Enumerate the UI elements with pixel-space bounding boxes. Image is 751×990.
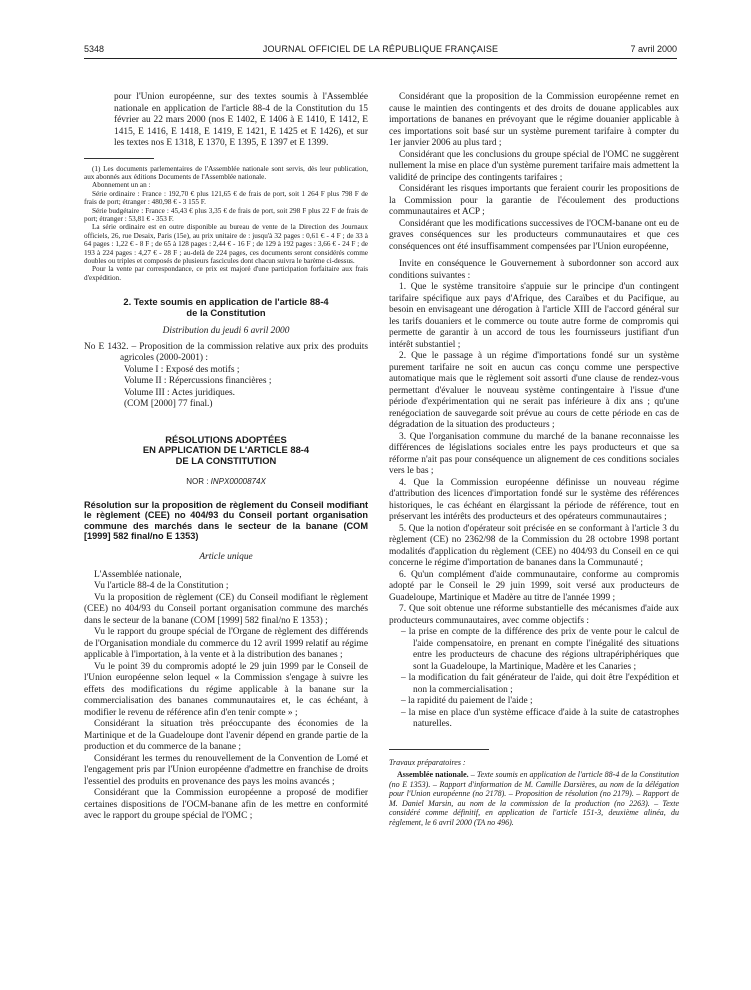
objective-item: – la prise en compte de la différence des prix de vente pour le calcul de l'aide compensatoire, en prenant en compte l'inégalité des situations entre les producteurs de chacune des régions ultrapériphériques que sont la Guadeloupe, la Martinique, Madère et les Canaries ; (401, 627, 679, 672)
page-number: 5348 (84, 44, 105, 54)
body-paragraph: Vu l'article 88-4 de la Constitution ; (94, 581, 229, 592)
footnote-line: (1) Les documents parlementaires de l'Assemblée nationale sont servis, dès leur publication, aux abonnés aux éditions Documents de l'Assemblée nationale. (84, 164, 368, 181)
distribution-date: Distribution du jeudi 6 avril 2000 (162, 326, 290, 337)
article-heading: Article unique (199, 552, 253, 563)
footnote-line: Pour la vente par correspondance, ce prix est majoré d'une participation forfaitaire aux frais d'expédition. (84, 265, 368, 282)
numbered-condition: 2. Que le passage à un régime d'importations fondé sur un système purement tarifaire ne soit en aucun cas conçu comme une perspective automatique mais que le règlement soit assorti d'une clause de rendez-vous permettant d'évaluer le nouveau système contingentaire à l'issue d'une période d'expérimentation qui ne serait pas inférieure à dix ans ; qu'une renégociation de sauvegarde soit prévue au cours de cette période en cas de dégradation de la situation des producteurs ; (389, 351, 679, 430)
body-paragraph: Vu le point 39 du compromis adopté le 29 juin 1999 par le Conseil de l'Union européenne selon lequel « la Commission s'engage à suivre les effets des modifications du régime applicable à la banane sur la commercialisation des bananes communautaires et, le cas échéant, à modifier le revenu de référence afin d'en tenir compte » ; (84, 661, 368, 718)
footnote-line: Série budgétaire : France : 45,43 € plus 3,35 € de frais de port, soit 298 F plus 22 F de frais de port; étranger : 53,81 € - 353 F. (84, 206, 368, 223)
resolutions-heading: RÉSOLUTIONS ADOPTÉES EN APPLICATION DE L'ARTICLE 88-4 DE LA CONSTITUTION (142, 433, 310, 466)
body-paragraph: Considérant la situation très préoccupante des économies de la Martinique et de la Guadeloupe dont l'avenir dépend en grande partie de la production et du commerce de la banane ; (84, 719, 368, 753)
section-2-title: 2. Texte soumis en application de l'article 88-4 de la Constitution (123, 296, 329, 319)
volume-list (84, 365, 368, 411)
right-column (389, 92, 679, 827)
intro-paragraph: pour l'Union européenne, sur des textes soumis à l'Assemblée nationale en application de l'article 88-4 de la Constitution du 15 février au 22 mars 2000 (nos E 1402, E 1406 à E 1410, E 1412, E 1415, E 1416, E 1418, E 1419, E 1421, E 1425 et E 1426), et sur les textes nos E 1318, E 1370, E 1395, E 1397 et E 1399. (114, 92, 368, 148)
travaux-separator (389, 749, 489, 750)
body-paragraph: Considérant que les conclusions du groupe spécial de l'OMC ne suggèrent nullement la mise en place d'un système purement tarifaire mais admettent la validité de principe des contingents tarifaires ; (389, 149, 679, 183)
volume-item: Volume I : Exposé des motifs ; (124, 364, 240, 375)
footnote-separator (84, 158, 154, 159)
body-paragraph: Considérant les termes du renouvellement de la Convention de Lomé et l'engagement pris par l'Union européenne d'admettre en franchise de droits l'essentiel des produits en provenance des pays les moins avancés ; (84, 753, 368, 787)
objective-item: – la modification du fait générateur de l'aide, qui doit être l'expédition et non la commercialisation ; (401, 673, 679, 695)
resolution-title: Résolution sur la proposition de règlement du Conseil modifiant le règlement (CEE) no 404/93 du Conseil portant organisation commune des marchés dans le secteur de la banane (COM [1999] 582 final/no E 1353) (84, 499, 368, 542)
objective-item: – la rapidité du paiement de l'aide ; (401, 696, 533, 706)
numbered-condition: 3. Que l'organisation commune du marché de la banane reconnaisse les différences de législations sociales entre les pays producteurs et que sa réforme n'ait pas pour conséquence un alignement de ces conditions sociales vers le bas ; (389, 431, 679, 476)
body-paragraph: Considérant que la proposition de la Commission européenne remet en cause le maintien des contingents et des droits de douane applicables aux importations de bananes en prévoyant que le régime douanier applicable à ces importations soit basé sur un système purement tarifaire à compter du 1er janvier 2006 au plus tard ; (389, 92, 679, 148)
volume-item: Volume III : Actes juridiques. (124, 387, 236, 398)
travaux-preparatoires (389, 758, 679, 828)
header-rule (84, 58, 677, 59)
volume-item: (COM [2000] 77 final.) (124, 399, 213, 410)
body-paragraph: Considérant que la Commission européenne a proposé de modifier certaines dispositions de l'OCM-banane afin de les mettre en conformité avec le rapport du groupe spécial de l'OMC ; (84, 788, 368, 822)
body-paragraph: Invite en conséquence le Gouvernement à subordonner son accord aux conditions suivantes : (389, 259, 679, 281)
left-column (84, 92, 368, 823)
objective-item: – la mise en place d'un système efficace d'aide à la suite de catastrophes naturelles. (401, 707, 679, 729)
travaux-text: Assemblée nationale. – Texte soumis en application de l'article 88-4 de la Constitution (no E 1353). – Rapport d'information de M. Camille Darsières, au nom de la délégation pour l'Union européenne (no 2178). – Proposition de résolution (no 2179). – Rapport de M. Daniel Marsin, au nom de la commission de la production (no 2263). – Texte considéré comme définitif, en application de l'article 151-3, deuxième alinéa, du règlement, le 6 avril 2000 (TA no 496). (389, 770, 679, 827)
body-paragraph: Considérant que les modifications successives de l'OCM-banane ont eu de graves conséquences sur les producteurs communautaires et que ces conséquences ont été insuffisamment compensées par l'Union européenne, (389, 218, 679, 252)
volume-item: Volume II : Répercussions financières ; (124, 376, 272, 387)
travaux-title: Travaux préparatoires : (389, 757, 466, 767)
numbered-condition: 1. Que le système transitoire s'appuie sur le principe d'un contingent tarifaire spécifique aux pays d'Afrique, des Caraïbes et du Pacifique, au besoin en envisageant une dérogation à l'article XIII de l'accord général sur les tarifs douaniers et le commerce ou toute autre forme de compromis qui permette de garantir à un accord de tous les fournisseurs justifiant d'un intérêt substantiel ; (389, 282, 679, 350)
e1432-entry: No E 1432. – Proposition de la commission relative aux prix des produits agricoles (2000-2001) : (84, 341, 368, 364)
body-paragraph: Considérant les risques importants que feraient courir les propositions de la Commission pour la garantie de l'écoulement des productions communautaires et ACP ; (389, 184, 679, 217)
body-paragraph: L'Assemblée nationale, (94, 569, 182, 580)
footnote-line: Série ordinaire : France : 192,70 € plus 121,65 € de frais de port, soit 1 264 F plus 798 F de frais de port; étranger : 480,98 € - 3 155 F. (84, 189, 368, 207)
numbered-condition: 6. Qu'un complément d'aide communautaire, conforme au compromis adopté par le Conseil le 29 juin 1999, soit versé aux producteurs de Guadeloupe, Martinique et Madère au titre de l'année 1999 ; (389, 569, 679, 603)
issue-date: 7 avril 2000 (630, 44, 677, 54)
footnote-line: La série ordinaire est en outre disponible au bureau de vente de la Direction des Journaux officiels, 26, rue Desaix, Paris (15e), au prix unitaire de : jusqu'à 32 pages : 0,61 € - 4 F ; de 33 à 64 pages : 1,22 € - 8 F ; de 65 à 128 pages : 2,44 € - 16 F ; de 129 à 192 pages : 3,66 € - 24 F ; de 193 à 224 pages : 4,27 € - 28 F ; au-delà de 224 pages, ces documents seront considérés comme doubles ou triples et composés de plusieurs fascicules dont chacun suivra le barème ci-dessus. (84, 223, 368, 265)
numbered-condition: 4. Que la Commission européenne définisse un nouveau régime d'attribution des licences d'importation fondé sur le système des références historiques, le cas échéant en élargissant la période de référence, tout en préservant les intérêts des producteurs et des opérateurs communautaires ; (389, 477, 679, 522)
nor-reference: NOR : INPX0000874X (186, 477, 266, 487)
footnote-line: Abonnement un an : (92, 181, 151, 190)
numbered-condition: 5. Que la notion d'opérateur soit précisée en se conformant à l'article 3 du règlement (CE) no 2362/98 de la Commission du 28 octobre 1998 portant modalités d'application du règlement (CEE) no 404/93 du Conseil en ce qui concerne le régime d'importation de bananes dans la Communauté ; (389, 523, 679, 568)
journal-title: JOURNAL OFFICIEL DE LA RÉPUBLIQUE FRANÇAISE (262, 44, 499, 54)
footnote (84, 165, 368, 283)
body-paragraph: Vu le rapport du groupe spécial de l'Organe de règlement des différends de l'Organisation mondiale du commerce du 12 avril 1999 relatif au régime applicable à l'importation, à la vente et à la distribution des bananes ; (84, 627, 368, 661)
body-paragraph: Vu la proposition de règlement (CE) du Conseil modifiant le règlement (CEE) no 404/93 du Conseil portant organisation commune des marchés dans le secteur de la banane (COM [1999] 582 final/no E 1353) ; (84, 592, 368, 626)
page-header (84, 44, 677, 58)
numbered-condition: 7. Que soit obtenue une réforme substantielle des mécanismes d'aide aux producteurs communautaires, avec comme objectifs : (389, 604, 679, 626)
